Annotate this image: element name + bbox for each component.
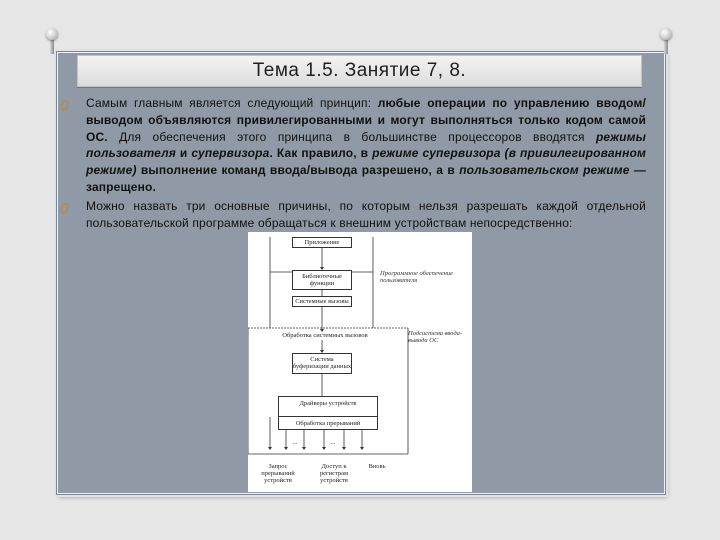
paragraph-reasons: Можно назвать три основные причины, по которым нельзя разрешать каждой отдельной пользовательской программе обращаться к внешним устройствам непосредственно: [86, 199, 646, 230]
diagram-label-library: Библиотечные функции [302, 273, 342, 287]
diagram-label-buffering: Система буферизации данных [292, 356, 352, 370]
diagram-label-syscalls: Системные вызовы [295, 298, 349, 305]
diagram-note-user-software: Программное обеспечение пользователя [380, 270, 454, 284]
title-bar [77, 55, 642, 87]
diagram-note-os-io: Подсистема ввода-вывода ОС [408, 330, 463, 344]
slide-title: Тема 1.5. Занятие 7, 8. [252, 60, 467, 81]
diagram-label-syscall-handler: Обработка системных вызовов [282, 332, 368, 339]
io-subsystem-diagram [248, 232, 472, 492]
pushpin-icon-left [44, 28, 60, 44]
diagram-label-device-interrupts: Запрос прерываний устройств [261, 463, 295, 484]
diagram-dots-right: ... [330, 439, 336, 446]
diagram-label-device-registers: Доступ к регистрам устройств [319, 463, 349, 484]
title-underline [77, 87, 642, 88]
pushpin-icon-right [658, 28, 674, 44]
diagram-label-application: Приложение [304, 239, 340, 246]
diagram-dots-left: ... [292, 439, 298, 446]
diagram-label-drivers: Драйверы устройств [299, 400, 357, 407]
paragraph-principle: Самым главным является следующий принцип: любые операции по управлению вводом/выводом объявляются привилегированными и могут выполняться только кодом самой ОС. Для обеспечения этого принципа в большинстве процессоров вводятся режимы пользователя и супервизора. Как правило, в режиме супервизора (в привилегированном режиме) выполнение команд ввода/вывода разрешено, а в пользовательском режиме — запрещено. [86, 96, 647, 194]
diagram-label-device-other: Вновь [368, 463, 386, 470]
diagram-label-interrupts: Обработка прерываний [295, 420, 361, 427]
